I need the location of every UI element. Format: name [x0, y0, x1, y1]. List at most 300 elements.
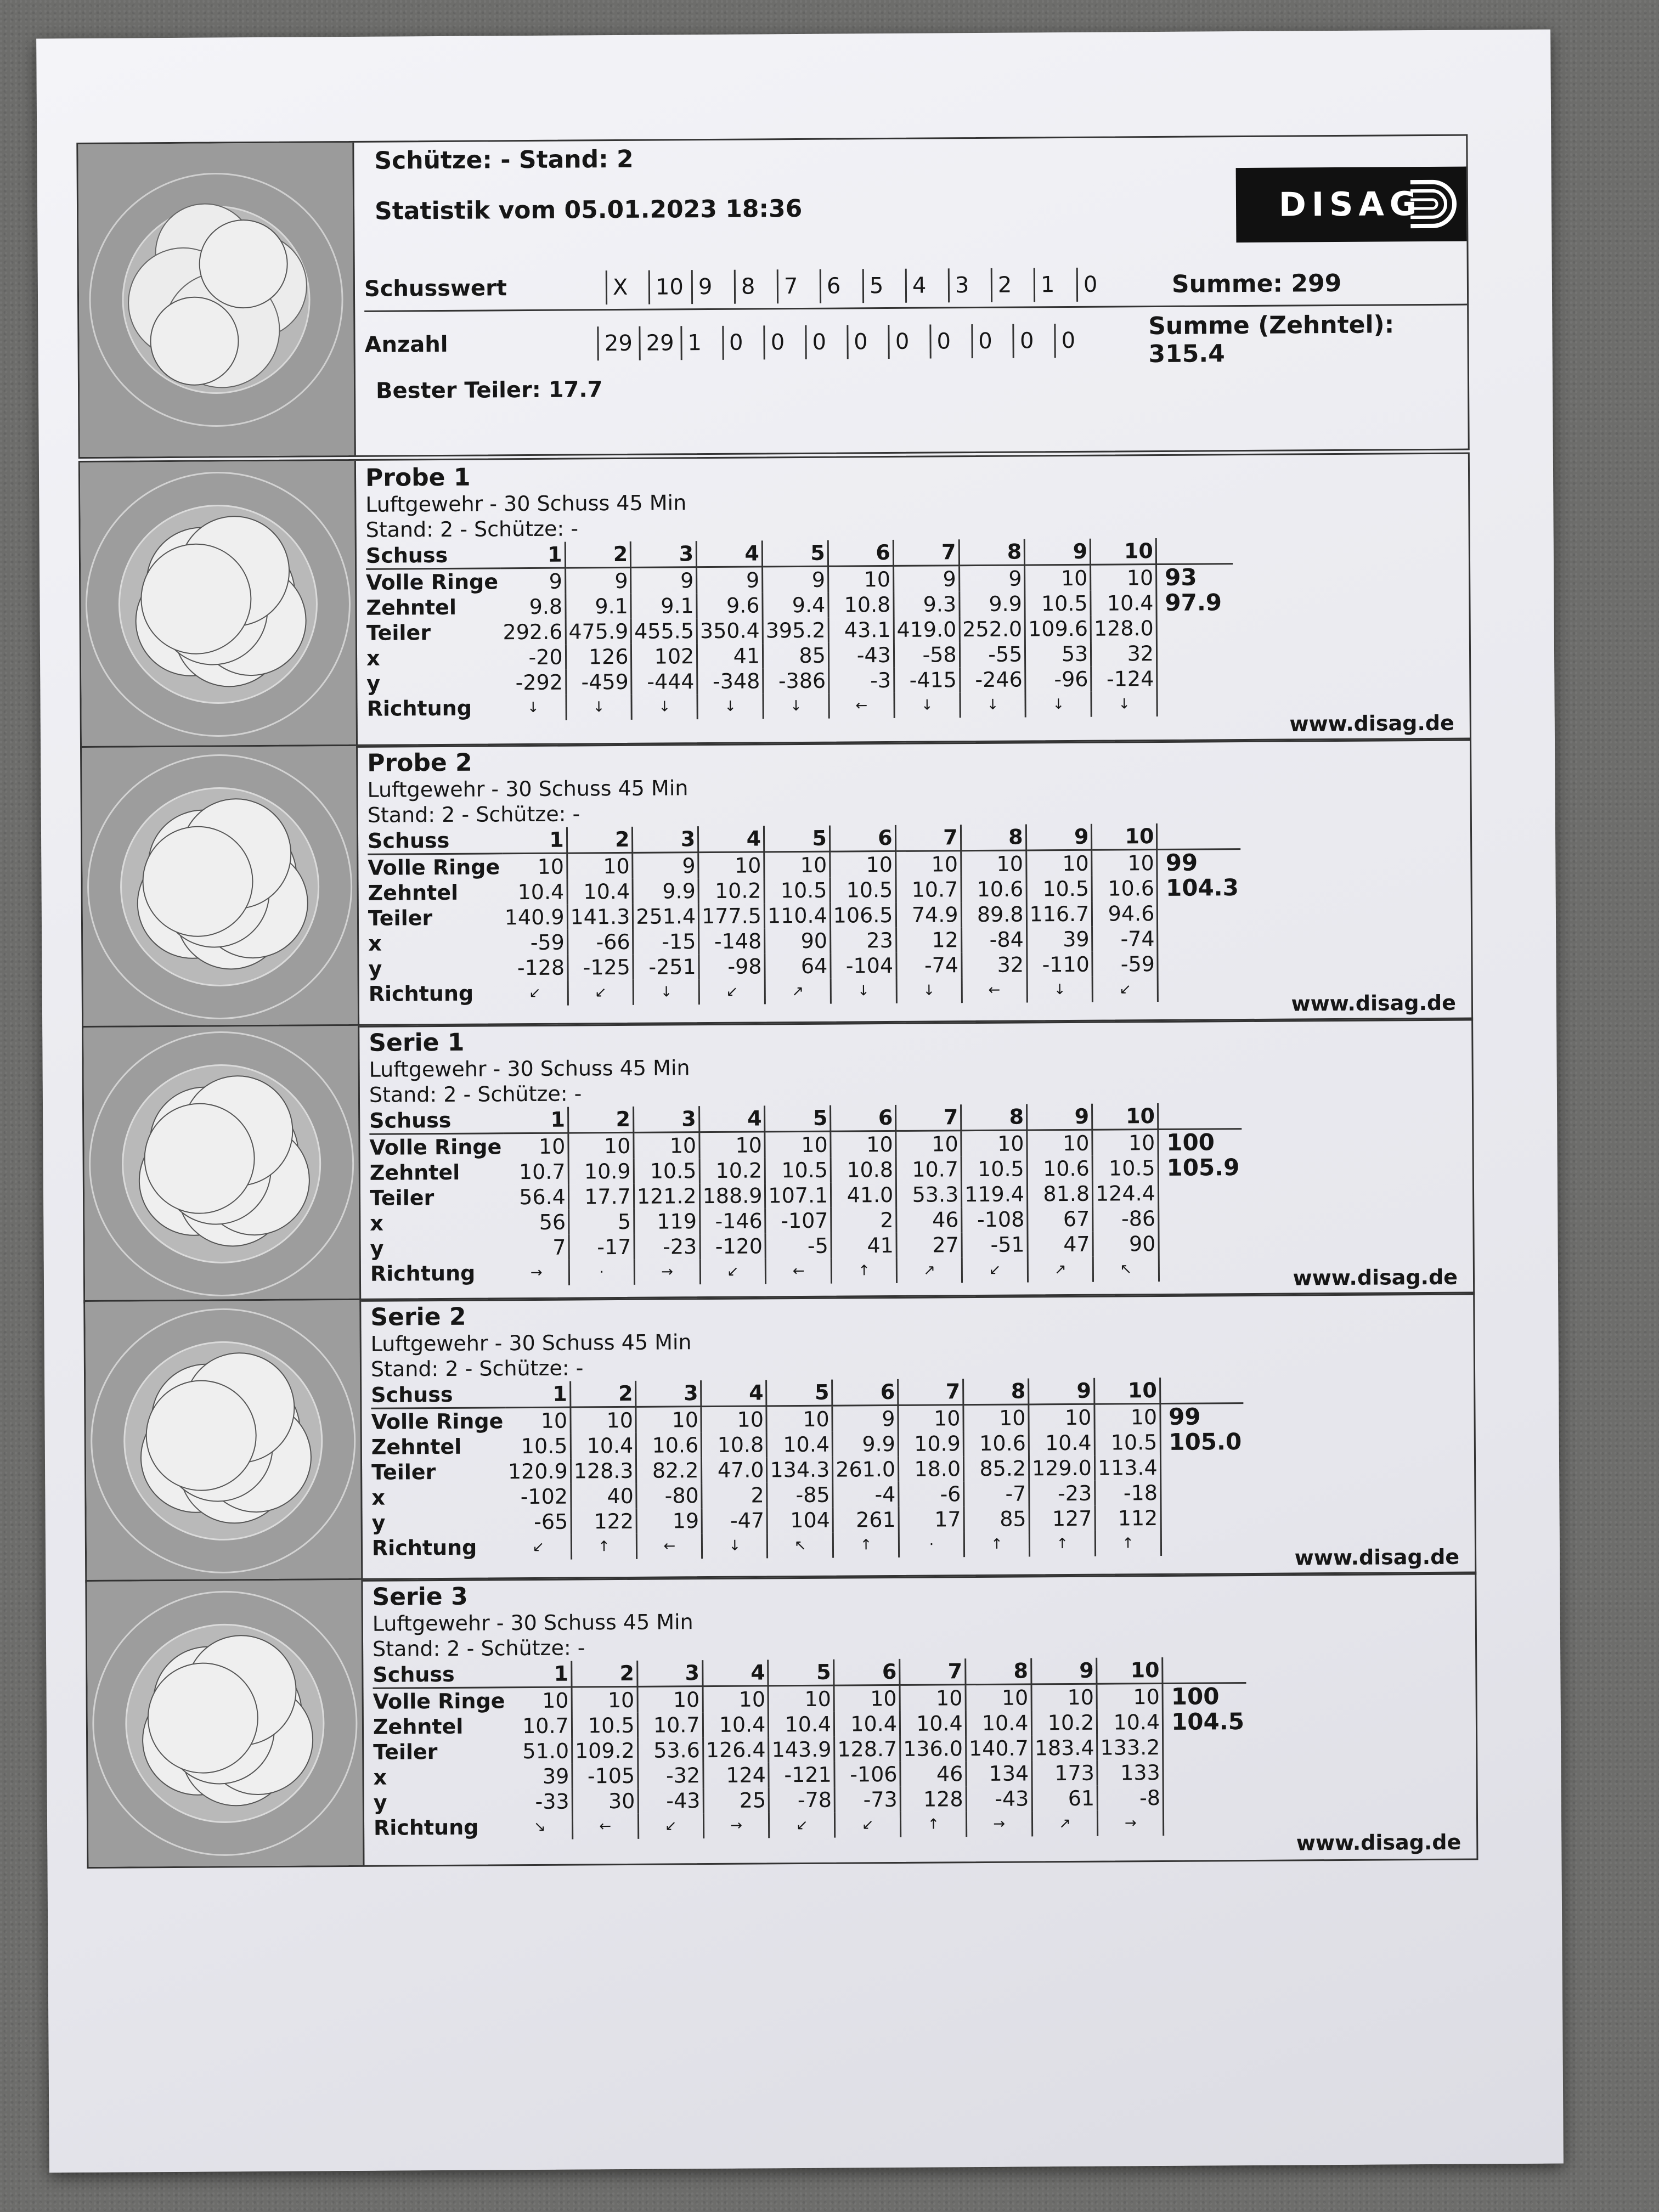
shot-value: -58 [894, 642, 960, 668]
shot-value: 10.6 [1027, 1156, 1092, 1182]
shot-number: 7 [895, 825, 961, 851]
shot-value: 122 [571, 1509, 637, 1534]
shot-value: 10 [963, 1404, 1029, 1431]
shot-value: -85 [767, 1482, 833, 1508]
direction-arrow-icon: ↓ [631, 694, 697, 720]
shot-value: 67 [1028, 1206, 1093, 1232]
direction-arrow-icon: ↙ [835, 1812, 901, 1838]
row-label: Zehntel [373, 1714, 464, 1739]
shot-value: 395.2 [763, 618, 828, 644]
sum-tenths: Summe (Zehntel): 315.4 [1148, 311, 1395, 369]
shot-value: 141.3 [567, 904, 633, 930]
shot-value: 126 [566, 644, 631, 670]
shot-value: -43 [828, 642, 894, 668]
shot-number: 5 [762, 540, 828, 567]
shot-value: 39 [507, 1764, 572, 1790]
shot-value: 41 [831, 1233, 896, 1259]
shot-value: 90 [765, 928, 831, 954]
shot-value: 89.8 [961, 901, 1026, 927]
direction-arrow-icon: ↓ [566, 695, 632, 720]
printout-page [36, 30, 1564, 2173]
shot-value: 116.7 [1026, 901, 1092, 927]
shot-value: 109.2 [572, 1738, 637, 1764]
shot-value: 64 [765, 953, 831, 979]
shot-number: 9 [1027, 1104, 1092, 1130]
shot-value: -146 [699, 1208, 765, 1234]
shot-value: 85.2 [963, 1455, 1029, 1481]
schuss-label: Schuss [366, 542, 500, 569]
shot-value: -5 [765, 1233, 831, 1259]
shot-number: 4 [702, 1660, 768, 1686]
shot-value: 5 [569, 1209, 634, 1235]
shot-number: 6 [831, 1105, 896, 1131]
spacer [1156, 640, 1233, 666]
row-label: Zehntel [369, 1160, 460, 1185]
shot-value: 47.0 [702, 1457, 767, 1483]
shot-value: 127 [1029, 1506, 1095, 1532]
row-label: x [368, 931, 382, 956]
teiler-row [373, 1734, 1246, 1765]
richtung-row [369, 976, 1242, 1007]
shot-number: 1 [502, 827, 567, 854]
shot-value: 252.0 [960, 616, 1025, 642]
target-image [85, 1300, 363, 1582]
spacer [1163, 1734, 1247, 1760]
richtung-row [374, 1810, 1247, 1841]
shot-number: 10 [1092, 1103, 1158, 1130]
target-image [83, 1026, 361, 1302]
shot-value: 9.4 [763, 592, 828, 618]
shot-number: 7 [893, 539, 959, 566]
shot-value: 9.6 [697, 592, 763, 618]
shot-value: 85 [763, 643, 828, 669]
shot-number: 3 [633, 1106, 699, 1132]
shot-number: 4 [698, 826, 764, 852]
shot-value: 10.6 [1092, 876, 1157, 901]
shot-value: 25 [703, 1787, 769, 1813]
website-url: www.disag.de [1289, 710, 1454, 736]
shot-value: -3 [828, 668, 894, 693]
shot-value: 46 [896, 1207, 962, 1233]
shot-value: -20 [501, 645, 566, 670]
shot-value: 32 [961, 952, 1026, 978]
target-image [87, 1580, 364, 1867]
shot-value: -96 [1025, 667, 1091, 692]
shot-value: -105 [572, 1763, 638, 1789]
shot-number: 9 [1026, 824, 1092, 850]
shot-value: 134.3 [767, 1457, 833, 1483]
shot-value: -6 [899, 1481, 964, 1507]
spacer [1157, 691, 1234, 716]
shot-number: 9 [1025, 539, 1091, 565]
series-block [78, 453, 1471, 749]
row-label: Richtung [368, 981, 474, 1006]
shot-value: 2 [702, 1482, 767, 1508]
shot-value: 126.4 [703, 1737, 769, 1763]
shot-value: 10 [571, 1407, 636, 1433]
shot-value: 74.9 [896, 902, 961, 928]
row-label: y [366, 671, 381, 696]
shot-value: 43.1 [828, 617, 894, 643]
shot-value: 10 [572, 1686, 637, 1713]
direction-arrow-icon: ↖ [768, 1533, 833, 1559]
richtung-row [366, 691, 1233, 721]
shot-value: 104 [767, 1508, 833, 1533]
direction-arrow-icon: ↑ [900, 1812, 966, 1837]
shot-value: -43 [966, 1786, 1032, 1812]
shot-value: 475.9 [566, 619, 631, 645]
row-label: Teiler [368, 906, 433, 930]
series-stand: Stand: 2 - Schütze: - [370, 1356, 584, 1381]
shot-value: 129.0 [1029, 1455, 1094, 1481]
shot-number: 3 [633, 826, 698, 853]
shot-number: 4 [699, 1105, 765, 1132]
spacer [1158, 1103, 1242, 1129]
shot-number: 6 [830, 825, 895, 851]
spacer [1157, 665, 1234, 691]
shot-value: 10 [764, 851, 830, 878]
shot-value: -104 [831, 953, 896, 979]
shot-value: 120.9 [506, 1459, 571, 1485]
count-cell: 0 [722, 325, 764, 359]
direction-arrow-icon: ↖ [1093, 1256, 1159, 1282]
spacer [1163, 1657, 1246, 1683]
spacer [1164, 1810, 1248, 1836]
series-stand: Stand: 2 - Schütze: - [372, 1635, 585, 1661]
shot-value: 56.4 [504, 1184, 569, 1210]
shot-value: 94.6 [1092, 901, 1158, 927]
shot-value: 10.5 [506, 1434, 571, 1459]
shot-value: 32 [1091, 641, 1157, 667]
shot-number: 10 [1094, 1378, 1160, 1404]
shot-value: 19 [636, 1508, 702, 1534]
shot-value: 10 [701, 1406, 766, 1432]
shot-value: 90 [1093, 1231, 1159, 1257]
shot-value: 251.4 [633, 904, 699, 929]
shot-value: 173 [1031, 1760, 1097, 1786]
row-label: x [373, 1765, 387, 1790]
shot-value: 9.9 [959, 591, 1025, 617]
shot-value: 121.2 [634, 1183, 699, 1209]
shot-number: 2 [567, 827, 633, 853]
shot-value: 10 [898, 1405, 963, 1431]
row-label: x [366, 646, 380, 670]
shot-value: 128.7 [834, 1736, 900, 1762]
shot-number: 6 [834, 1659, 900, 1685]
spacer [1158, 1180, 1242, 1206]
shot-value: -66 [567, 929, 633, 955]
shot-value: 10.5 [1092, 1155, 1158, 1181]
shot-value-cell: 6 [820, 269, 862, 303]
shot-value: 10 [765, 1131, 831, 1158]
overview-target-image [78, 143, 356, 457]
series-title: Serie 2 [370, 1302, 466, 1331]
direction-arrow-icon: ↘ [508, 1814, 573, 1840]
statistics-header [76, 134, 1469, 459]
shot-value: 10.5 [1026, 876, 1092, 902]
shot-value: 261.0 [833, 1457, 899, 1482]
count-cell: 29 [639, 326, 680, 360]
direction-arrow-icon: → [966, 1811, 1032, 1837]
shot-number: 7 [898, 1379, 963, 1405]
shot-value: 61 [1032, 1786, 1098, 1812]
spacer [1157, 823, 1241, 849]
shot-value: 10 [895, 851, 961, 877]
series-discipline: Luftgewehr - 30 Schuss 45 Min [365, 490, 687, 517]
target-image [82, 746, 359, 1028]
shot-value: -43 [638, 1788, 703, 1814]
row-label: Volle Ringe [371, 1409, 504, 1434]
shot-number: 8 [959, 539, 1025, 565]
shot-value: 10.4 [567, 879, 633, 905]
direction-arrow-icon: ↓ [831, 978, 896, 1004]
shot-value: 136.0 [900, 1736, 966, 1762]
spacer [1156, 615, 1233, 641]
row-label: x [370, 1211, 383, 1235]
shot-value: -78 [769, 1787, 835, 1813]
shot-value: -74 [1092, 926, 1158, 952]
shot-value: 10 [768, 1685, 834, 1712]
direction-arrow-icon: ↓ [501, 695, 566, 721]
row-label: x [371, 1485, 386, 1510]
shot-value: 10.8 [828, 592, 894, 618]
row-label: Teiler [369, 1186, 435, 1210]
shot-value: 10.6 [963, 1430, 1029, 1456]
shot-value-cell: 4 [905, 268, 948, 302]
website-url: www.disag.de [1291, 990, 1457, 1016]
shot-value: -47 [702, 1508, 767, 1533]
shot-value: 119.4 [962, 1181, 1028, 1207]
shot-value: 9 [697, 567, 763, 593]
series-block [80, 738, 1473, 1029]
series-title: Serie 3 [372, 1582, 468, 1611]
direction-arrow-icon: ↙ [700, 1259, 766, 1284]
direction-arrow-icon: ↗ [1028, 1257, 1093, 1283]
row-label: Teiler [373, 1740, 438, 1764]
shot-value: 10 [1092, 1130, 1158, 1156]
shot-number: 5 [765, 1105, 831, 1132]
shot-value: 9.1 [631, 593, 697, 619]
total-full-rings: 100 [1171, 1683, 1220, 1710]
shot-number: 8 [966, 1658, 1031, 1684]
shot-value: 53 [1025, 641, 1091, 667]
shot-value-cell: 9 [691, 270, 734, 304]
shot-value: 124.4 [1092, 1181, 1158, 1206]
shot-number: 8 [961, 1104, 1027, 1130]
shot-value: 128.0 [1091, 616, 1156, 641]
shot-value: 455.5 [631, 618, 697, 644]
shot-value: -120 [700, 1233, 766, 1259]
direction-arrow-icon: ↗ [765, 979, 831, 1005]
shot-value: 7 [504, 1235, 569, 1261]
shot-value-cell: 1 [1034, 268, 1076, 302]
shot-value: 18.0 [898, 1456, 963, 1482]
shooter-stand-line: Schütze: - Stand: 2 [374, 145, 634, 175]
shot-value: -33 [507, 1789, 572, 1815]
shot-value: -84 [961, 927, 1026, 952]
shot-value: 53.6 [637, 1737, 703, 1763]
shot-value: 350.4 [697, 618, 763, 644]
shot-value: -74 [896, 952, 961, 978]
series-discipline: Luftgewehr - 30 Schuss 45 Min [370, 1330, 692, 1356]
total-full-rings: 93 [1165, 563, 1197, 591]
richtung-row [372, 1530, 1245, 1561]
direction-arrow-icon: ↙ [638, 1813, 703, 1839]
direction-arrow-icon: ↓ [1025, 692, 1091, 718]
series-stand: Stand: 2 - Schütze: - [369, 1081, 582, 1107]
website-url: www.disag.de [1294, 1544, 1460, 1570]
total-tenths: 104.3 [1165, 874, 1239, 901]
direction-arrow-icon: ↑ [571, 1534, 637, 1560]
shot-value: 10 [698, 852, 764, 878]
shot-value: 10 [504, 1133, 568, 1159]
shot-number: 10 [1097, 1657, 1163, 1684]
shot-number: 1 [507, 1661, 572, 1688]
count-cell: 29 [597, 326, 639, 360]
shot-value: 9.8 [500, 594, 566, 620]
shot-value: -80 [636, 1483, 702, 1509]
count-cell: 0 [764, 325, 805, 359]
shot-value: 40 [571, 1483, 636, 1509]
shot-value: -17 [569, 1234, 634, 1260]
shot-value-cell: 8 [734, 269, 777, 303]
shot-value: -51 [962, 1232, 1028, 1257]
shot-value: -415 [894, 667, 960, 693]
direction-arrow-icon: ↓ [896, 978, 962, 1003]
shot-value: 10.7 [504, 1159, 568, 1185]
shot-value: -55 [960, 641, 1025, 667]
shot-value: -4 [833, 1482, 899, 1508]
count-cell: 1 [680, 326, 722, 360]
sum-total: Summe: 299 [1171, 269, 1342, 298]
spacer [1159, 1231, 1243, 1256]
shot-value: 9 [565, 567, 631, 594]
shot-value: 10.5 [634, 1158, 699, 1184]
shot-value: 109.6 [1025, 616, 1091, 642]
direction-arrow-icon: ↓ [763, 693, 829, 719]
series-stand: Stand: 2 - Schütze: - [365, 516, 579, 542]
shot-value: 10.5 [764, 878, 830, 904]
row-label: Teiler [366, 620, 431, 645]
shot-value: 46 [900, 1761, 966, 1787]
count-cell: 0 [971, 324, 1013, 358]
shot-value: 10.4 [1029, 1430, 1094, 1456]
shot-value: 17.7 [568, 1184, 634, 1210]
shot-number: 6 [828, 540, 893, 566]
shot-value: 9.9 [633, 878, 698, 904]
shot-value: -102 [506, 1484, 571, 1510]
row-label: y [370, 1236, 384, 1261]
shot-value: 134 [966, 1760, 1032, 1786]
shot-value: 107.1 [765, 1183, 831, 1209]
shot-value: 10 [961, 1130, 1027, 1156]
shot-value: 183.4 [1031, 1735, 1097, 1761]
direction-arrow-icon: ↓ [894, 692, 960, 718]
row-label: Teiler [371, 1460, 436, 1485]
shot-value: 10 [831, 1131, 896, 1157]
schuss-label: Schuss [368, 827, 502, 854]
shot-value: 10.8 [702, 1432, 767, 1458]
direction-arrow-icon: ↑ [1029, 1531, 1095, 1557]
shot-table [373, 1657, 1247, 1841]
shot-value: 10.6 [636, 1432, 702, 1458]
series-discipline: Luftgewehr - 30 Schuss 45 Min [369, 1056, 690, 1082]
shot-value: 128.3 [571, 1458, 636, 1484]
shot-value: 10 [1026, 850, 1092, 876]
shot-number: 4 [701, 1380, 766, 1406]
shot-value: 133.2 [1097, 1735, 1163, 1760]
row-label: Zehntel [366, 595, 457, 620]
shot-value: -348 [697, 668, 763, 694]
count-cell: 0 [1013, 324, 1054, 358]
shot-value: -128 [503, 955, 568, 981]
spacer [1160, 1480, 1244, 1505]
spacer [1158, 976, 1242, 1002]
shot-value: 9.9 [832, 1431, 898, 1457]
total-full-rings: 100 [1166, 1128, 1215, 1156]
shot-number: 2 [565, 541, 631, 568]
direction-arrow-icon: → [703, 1813, 769, 1838]
shot-value: -251 [633, 954, 699, 980]
count-cell: 0 [1054, 324, 1096, 358]
shot-table [371, 1377, 1244, 1561]
shot-value: 102 [631, 644, 697, 669]
shot-value: 10 [828, 566, 893, 592]
shot-value: 9 [959, 565, 1025, 591]
shot-value: 56 [504, 1210, 569, 1235]
shot-value: 85 [964, 1506, 1029, 1532]
shot-value: 10 [502, 853, 567, 879]
series-block [83, 1291, 1476, 1583]
shot-value: 10.4 [767, 1432, 833, 1458]
shot-value: 10 [568, 1132, 634, 1159]
shot-number: 6 [832, 1379, 898, 1406]
shot-value: 10.4 [834, 1711, 900, 1737]
direction-arrow-icon: ↗ [896, 1257, 962, 1283]
shot-value: 23 [830, 928, 896, 953]
shot-value: 10.5 [1094, 1430, 1160, 1455]
shot-number: 3 [631, 541, 697, 567]
direction-arrow-icon: · [899, 1532, 964, 1558]
shot-value: 39 [1026, 927, 1092, 952]
shot-value: 10 [1029, 1404, 1094, 1430]
shot-number: 2 [572, 1661, 637, 1687]
row-label: y [373, 1790, 387, 1815]
shot-value: 10.8 [831, 1157, 896, 1183]
shot-value: 113.4 [1094, 1455, 1160, 1481]
shot-number: 8 [961, 824, 1026, 850]
direction-arrow-icon: → [1098, 1810, 1164, 1836]
direction-arrow-icon: ↓ [634, 979, 699, 1005]
shot-table [369, 1103, 1243, 1286]
shot-value: -59 [1092, 951, 1158, 977]
shot-value: 10.4 [1097, 1709, 1163, 1735]
direction-arrow-icon: ↙ [503, 980, 568, 1006]
shot-number: 4 [696, 540, 762, 567]
shot-number: 9 [1029, 1378, 1094, 1404]
shot-value: 10.4 [571, 1433, 636, 1459]
shot-value: 82.2 [636, 1458, 702, 1483]
shot-number: 5 [768, 1660, 834, 1686]
shot-value: 10 [636, 1407, 701, 1433]
teiler-row [366, 615, 1233, 646]
shot-number: 10 [1092, 823, 1157, 850]
shot-value: -15 [633, 929, 699, 955]
shot-value: 10.5 [572, 1713, 637, 1739]
shot-number: 9 [1031, 1658, 1097, 1684]
target-image [80, 461, 358, 748]
shot-value: 10 [1097, 1683, 1163, 1709]
